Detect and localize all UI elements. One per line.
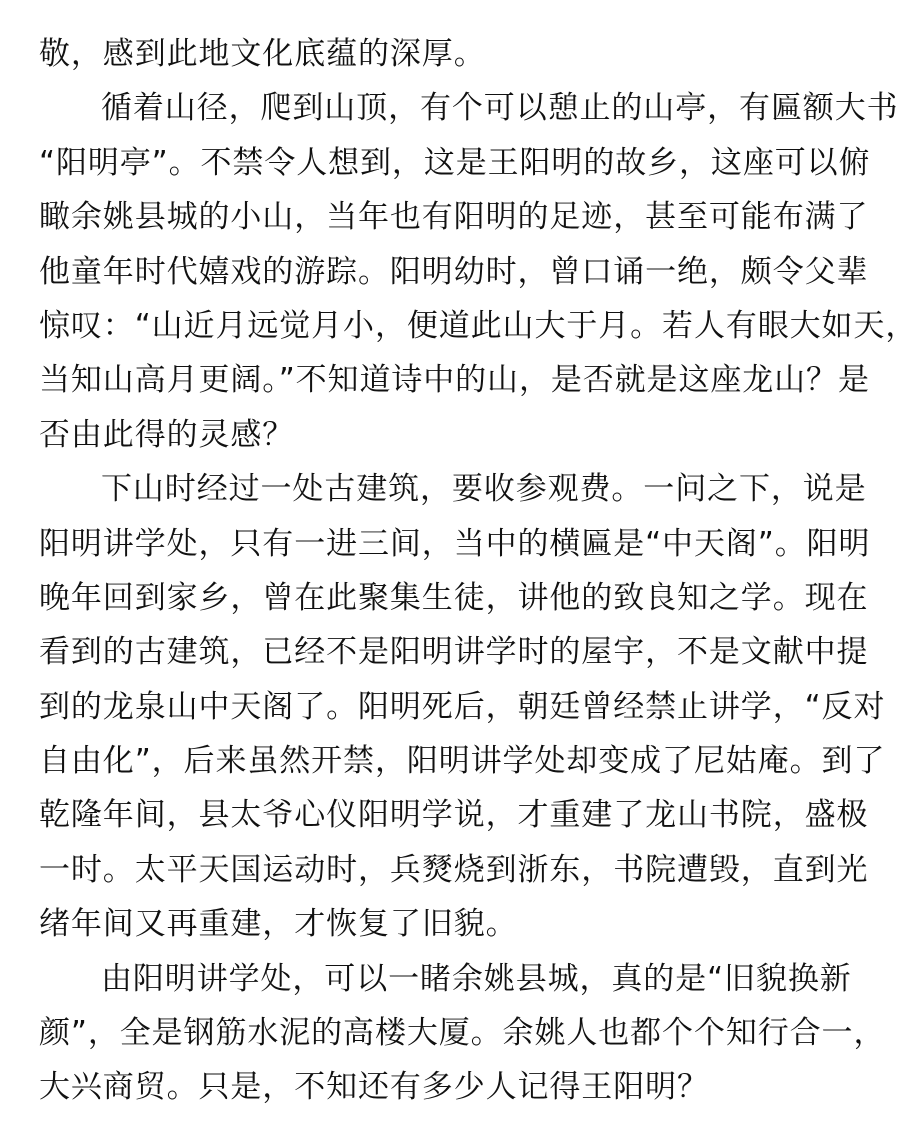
text-line: 当知山高月更阔。”不知道诗中的山，是否就是这座龙山？是 — [39, 362, 870, 399]
text-line: 乾隆年间，县太爷心仪阳明学说，才重建了龙山书院，盛极 — [39, 797, 869, 834]
text-body — [39, 27, 917, 1115]
text-line: 循着山径，爬到山顶，有个可以憩止的山亭，有匾额大书 — [101, 90, 899, 127]
text-line: 到的龙泉山中天阁了。阳明死后，朝廷曾经禁止讲学，“反对 — [39, 688, 886, 725]
text-line: 他童年时代嬉戏的游踪。阳明幼时，曾口诵一绝，颇令父辈 — [39, 253, 869, 290]
text-line: 颜”，全是钢筋水泥的高楼大厦。余姚人也都个个知行合一， — [39, 1015, 886, 1052]
text-line: 瞰余姚县城的小山，当年也有阳明的足迹，甚至可能布满了 — [39, 199, 869, 236]
text-line: 阳明讲学处，只有一进三间，当中的横匾是“中天阁”。阳明 — [39, 525, 871, 562]
text-line: 惊叹：“山近月远觉月小，便道此山大于月。若人有眼大如天， — [39, 307, 917, 344]
text-line: 下山时经过一处古建筑，要收参观费。一问之下，说是 — [101, 471, 867, 508]
text-line: 晚年回到家乡，曾在此聚集生徒，讲他的致良知之学。现在 — [39, 579, 869, 616]
text-line: 否由此得的灵感？ — [39, 416, 295, 453]
text-line: “阳明亭”。不禁令人想到，这是王阳明的故乡，这座可以俯 — [39, 144, 871, 181]
text-line: 大兴商贸。只是，不知还有多少人记得王阳明？ — [39, 1069, 709, 1106]
text-line: 绪年间又再重建，才恢复了旧貌。 — [39, 906, 518, 943]
text-line: 由阳明讲学处，可以一睹余姚县城，真的是“旧貌换新 — [101, 960, 852, 997]
text-line: 自由化”，后来虽然开禁，阳明讲学处却变成了尼姑庵。到了 — [39, 743, 886, 780]
text-line: 看到的古建筑，已经不是阳明讲学时的屋宇，不是文献中提 — [39, 634, 869, 671]
text-line: 敬，感到此地文化底蕴的深厚。 — [39, 36, 486, 72]
text-line: 一时。太平天国运动时，兵燹烧到浙东，书院遭毁，直到光 — [39, 851, 869, 888]
